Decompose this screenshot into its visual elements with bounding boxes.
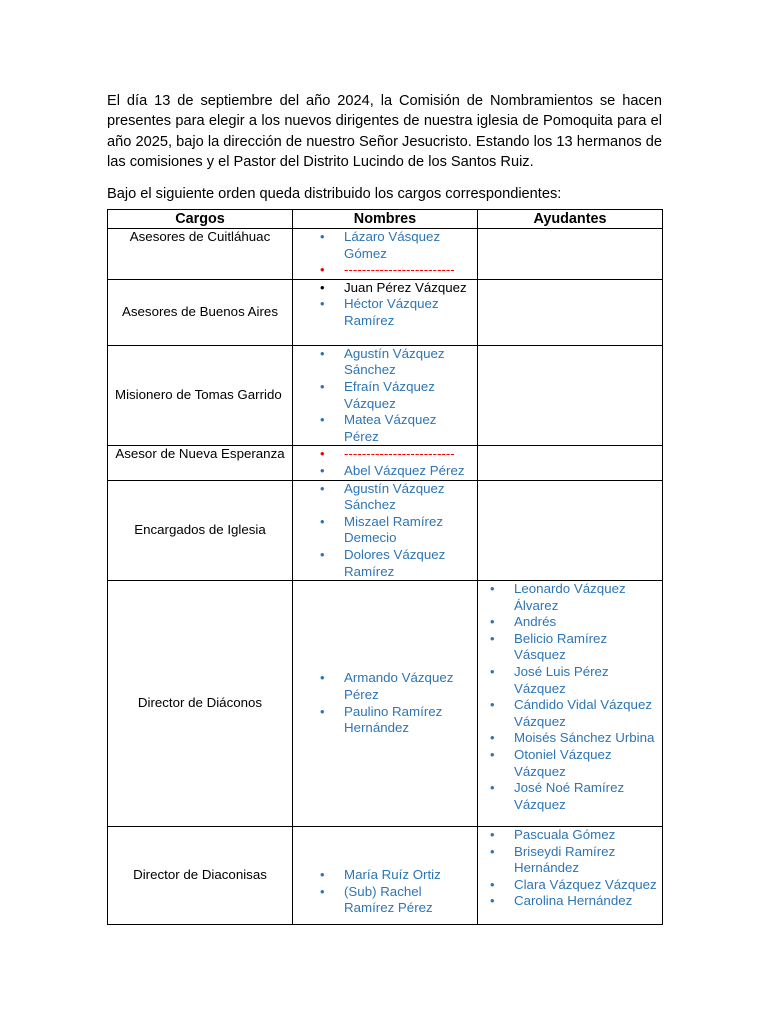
list-item <box>478 877 662 894</box>
ayudantes-cell <box>478 480 663 581</box>
bullet-dot-icon: • <box>490 780 495 796</box>
list-item <box>293 481 477 514</box>
bullet-dot-icon: • <box>490 893 495 909</box>
list-item <box>293 412 477 445</box>
bullet-dot-icon: • <box>320 546 325 562</box>
list-item-text: Carolina Hernández <box>514 893 633 909</box>
bullet-dot-icon: • <box>490 730 495 746</box>
list-item-text: ------------------------- <box>344 262 455 278</box>
list-item-text: Cándido Vidal Vázquez Vázquez <box>514 697 652 729</box>
table-row <box>108 827 663 925</box>
nombres-list <box>293 481 477 581</box>
nombres-list <box>293 867 477 917</box>
list-item-text: Juan Pérez Vázquez <box>344 279 467 295</box>
list-item-text: ------------------------- <box>344 446 455 462</box>
nombres-list <box>293 346 477 446</box>
bullet-dot-icon: • <box>320 670 325 686</box>
bullet-dot-icon: • <box>490 827 495 843</box>
bullet-dot-icon: • <box>320 345 325 361</box>
bullet-dot-icon: • <box>490 581 495 597</box>
list-item <box>478 581 662 614</box>
list-item <box>293 867 477 884</box>
list-item-text: José Luis Pérez Vázquez <box>514 664 609 696</box>
bullet-dot-icon: • <box>490 614 495 630</box>
list-item-text: Moisés Sánchez Urbina <box>514 730 655 746</box>
nombres-list <box>293 670 477 736</box>
table-row <box>108 446 663 480</box>
list-item-text: Miszael Ramírez Demecio <box>344 513 444 546</box>
list-item <box>293 670 477 703</box>
list-item <box>478 747 662 780</box>
list-item-text: Héctor Vázquez Ramírez <box>344 296 439 328</box>
header-nombres: Nombres <box>293 210 478 229</box>
document-body <box>107 91 662 204</box>
bullet-dot-icon: • <box>490 876 495 892</box>
list-item <box>478 631 662 664</box>
bullet-dot-icon: • <box>490 630 495 646</box>
list-item-text: Abel Vázquez Pérez <box>344 462 465 478</box>
nombres-list <box>293 280 477 330</box>
list-item <box>478 697 662 730</box>
ayudantes-cell <box>478 581 663 827</box>
cargo-cell: Asesores de Cuitláhuac <box>108 229 293 280</box>
bullet-dot-icon: • <box>320 513 325 529</box>
cargo-cell: Asesores de Buenos Aires <box>108 279 293 345</box>
bullet-dot-icon: • <box>320 296 325 312</box>
list-item-text: Otoniel Vázquez Vázquez <box>514 747 612 779</box>
bullet-dot-icon: • <box>320 462 325 478</box>
table-header-row <box>108 210 663 229</box>
table-row <box>108 229 663 280</box>
list-item <box>293 547 477 580</box>
list-item-text: Matea Vázquez Pérez <box>344 412 437 444</box>
list-item <box>478 730 662 747</box>
bullet-dot-icon: • <box>320 412 325 428</box>
list-item-text: Efraín Vázquez Vázquez <box>344 378 435 411</box>
list-item-text: José Noé Ramírez Vázquez <box>514 780 625 812</box>
nombres-cell <box>293 446 478 480</box>
table-row <box>108 581 663 827</box>
list-item <box>478 827 662 844</box>
nombres-cell <box>293 581 478 827</box>
list-item-text: (Sub) Rachel Ramírez Pérez <box>344 883 433 916</box>
ayudantes-cell <box>478 827 663 925</box>
header-ayudantes: Ayudantes <box>478 210 663 229</box>
list-item <box>293 229 477 262</box>
bullet-dot-icon: • <box>490 697 495 713</box>
list-item-text: Dolores Vázquez Ramírez <box>344 546 446 579</box>
ayudantes-cell <box>478 345 663 446</box>
cargo-cell: Encargados de Iglesia <box>108 480 293 581</box>
bullet-dot-icon: • <box>320 480 325 496</box>
bullet-dot-icon: • <box>320 262 325 278</box>
ayudantes-cell <box>478 279 663 345</box>
nombres-cell <box>293 229 478 280</box>
nombres-cell <box>293 480 478 581</box>
bullet-dot-icon: • <box>320 378 325 394</box>
list-item-text: Lázaro Vásquez Gómez <box>344 229 441 261</box>
list-item <box>293 514 477 547</box>
nombres-list <box>293 229 477 279</box>
list-item-text: Paulino Ramírez Hernández <box>344 703 443 736</box>
list-item <box>293 296 477 329</box>
ayudantes-cell <box>478 446 663 480</box>
nombres-cell <box>293 279 478 345</box>
bullet-dot-icon: • <box>320 867 325 883</box>
ayudantes-list <box>478 581 662 813</box>
bullet-dot-icon: • <box>490 843 495 859</box>
nombres-list <box>293 446 477 479</box>
list-item <box>293 262 477 279</box>
list-item-text: Andrés <box>514 614 557 630</box>
bullet-dot-icon: • <box>320 703 325 719</box>
list-item <box>478 844 662 877</box>
ayudantes-list <box>478 827 662 910</box>
bullet-dot-icon: • <box>490 664 495 680</box>
bullet-dot-icon: • <box>320 883 325 899</box>
bullet-dot-icon: • <box>320 279 325 295</box>
cargo-cell: Director de Diáconos <box>108 581 293 827</box>
intro-paragraph: El día 13 de septiembre del año 2024, la Comisión de Nombramientos se hacen presentes para elegir a los nuevos dirigentes de nuestra iglesia de Pomoquita para el año 2025, bajo la dirección de nuestro Señor Jesucristo. Estando los 13 hermanos de las comisiones y el Pastor del Distrito Lucindo de los Santos Ruiz. <box>107 93 662 171</box>
list-item <box>478 780 662 813</box>
list-item-text: Pascuala Gómez <box>514 827 616 843</box>
nombres-cell <box>293 827 478 925</box>
list-item-text: Briseydi Ramírez Hernández <box>514 843 616 876</box>
list-item-text: Clara Vázquez Vázquez <box>514 876 657 892</box>
list-item <box>293 884 477 917</box>
bullet-dot-icon: • <box>320 446 325 462</box>
cargos-table <box>107 209 663 925</box>
list-item <box>293 463 477 480</box>
table-row <box>108 480 663 581</box>
header-cargos: Cargos <box>108 210 293 229</box>
list-item <box>478 664 662 697</box>
nombres-cell <box>293 345 478 446</box>
list-item-text: Agustín Vázquez Sánchez <box>344 480 445 513</box>
list-item <box>293 704 477 737</box>
order-paragraph: Bajo el siguiente orden queda distribuido los cargos correspondientes: <box>107 185 562 202</box>
list-item <box>293 446 477 463</box>
list-item-text: Belicio Ramírez Vásquez <box>514 630 608 663</box>
table-row <box>108 279 663 345</box>
bullet-dot-icon: • <box>490 747 495 763</box>
list-item-text: Leonardo Vázquez Álvarez <box>514 581 626 613</box>
cargo-cell: Misionero de Tomas Garrido <box>108 345 293 446</box>
list-item-text: María Ruíz Ortiz <box>344 867 441 883</box>
list-item <box>478 614 662 631</box>
list-item <box>293 280 477 297</box>
list-item <box>293 379 477 412</box>
list-item-text: Armando Vázquez Pérez <box>344 670 454 702</box>
list-item-text: Agustín Vázquez Sánchez <box>344 345 445 378</box>
cargo-cell: Director de Diaconisas <box>108 827 293 925</box>
cargo-cell: Asesor de Nueva Esperanza <box>108 446 293 480</box>
list-item <box>293 346 477 379</box>
list-item <box>478 893 662 910</box>
table-row <box>108 345 663 446</box>
bullet-dot-icon: • <box>320 229 325 244</box>
ayudantes-cell <box>478 229 663 280</box>
